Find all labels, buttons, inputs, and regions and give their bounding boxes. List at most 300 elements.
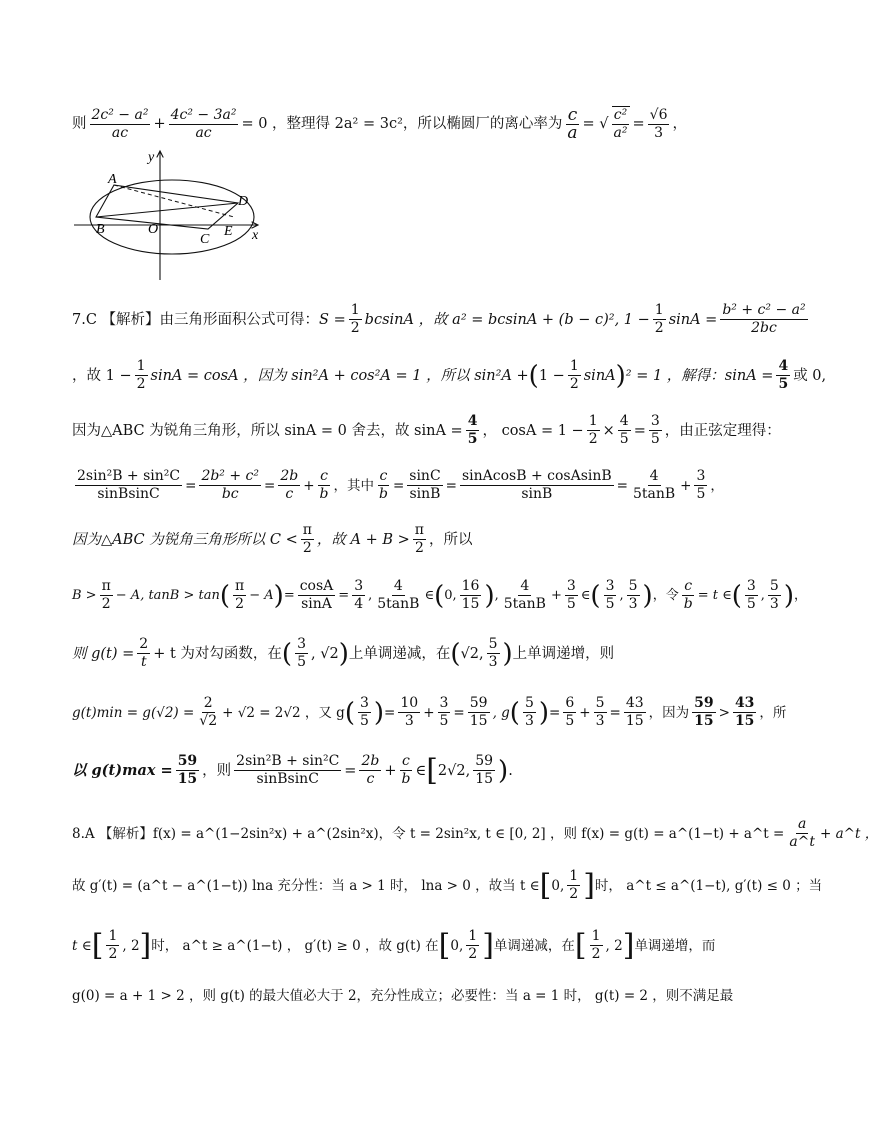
den: b — [401, 771, 411, 787]
line-BD — [96, 203, 238, 217]
fraction — [75, 468, 182, 503]
label-D: D — [238, 194, 249, 209]
line-11 — [72, 522, 740, 557]
text: > — [718, 704, 730, 721]
text: , 2 — [122, 937, 140, 954]
fraction — [590, 928, 603, 963]
fraction — [199, 468, 261, 503]
text: 2√2, — [437, 762, 471, 779]
fraction — [624, 695, 646, 730]
text: ² = 1 ，解得：sinA = — [625, 367, 774, 384]
paren: ) — [484, 580, 495, 611]
num: a — [797, 816, 807, 832]
num: 2b² + c² — [201, 468, 260, 484]
num: 2b — [280, 468, 299, 484]
den: 2 — [235, 596, 245, 612]
num: 5 — [524, 695, 534, 711]
den: ac — [195, 124, 212, 141]
den: 2 — [588, 431, 598, 447]
text: , 2 — [605, 937, 623, 954]
den: 2 — [654, 320, 664, 336]
text: S = — [319, 311, 346, 328]
fraction — [563, 695, 576, 730]
num: 2sin²B + sin²C — [236, 753, 340, 769]
text: 1 − — [538, 367, 565, 384]
text: = — [338, 587, 350, 603]
line-19 — [72, 985, 740, 1007]
text: 8.A 【解析】f(x) = a^(1−2sin²x) + a^(2sin²x)，令 t = 2sin²x, t ∈ [0, 2] ，则 f(x) = g(t) = a^(1−t) + a^t = — [72, 825, 785, 842]
den: a — [567, 122, 578, 143]
num: c² — [613, 107, 628, 123]
den: 15 — [734, 713, 755, 729]
paren: ) — [615, 360, 626, 391]
den: 4 — [354, 596, 364, 612]
num: 3 — [746, 578, 756, 594]
fraction — [358, 695, 371, 730]
text: 上单调递减，在 — [348, 645, 451, 662]
text: ，令 — [652, 587, 679, 603]
paren: ( — [450, 638, 461, 669]
paren: ( — [344, 697, 355, 728]
paren: ) — [538, 697, 550, 728]
ellipse-figure — [72, 145, 272, 285]
den: 5tanB — [377, 596, 420, 612]
fraction — [568, 358, 581, 393]
fraction — [100, 578, 113, 613]
den: 5 — [778, 376, 789, 392]
den: b — [683, 596, 693, 612]
den: b — [319, 486, 329, 502]
text: ，所 — [759, 704, 787, 721]
fraction — [502, 578, 548, 613]
den: sinB — [521, 486, 553, 502]
den: 15 — [694, 713, 714, 729]
num: c — [567, 104, 578, 125]
line-17 — [72, 867, 823, 903]
num: 1 — [591, 928, 601, 944]
text: ，所以 — [429, 531, 473, 548]
text: 或 0, — [793, 367, 827, 384]
text: = t ∈ — [697, 587, 732, 603]
den: sinA — [301, 596, 332, 612]
line-15 — [72, 753, 740, 788]
paren: ( — [219, 580, 231, 611]
fraction — [745, 578, 758, 613]
text: + — [680, 477, 692, 494]
text: ∈ — [580, 587, 591, 603]
den: 2 — [468, 946, 478, 962]
num: 5 — [628, 578, 638, 594]
dashed-line-AE — [114, 185, 234, 217]
den: sinB — [409, 486, 441, 502]
den: a² — [613, 125, 628, 141]
fraction — [776, 358, 790, 393]
fraction — [295, 636, 308, 671]
den: sinBsinC — [97, 486, 160, 502]
den: 3 — [404, 713, 414, 729]
num: c — [402, 753, 410, 769]
text: = — [384, 704, 396, 721]
text: 以 g(t)max = — [72, 761, 173, 779]
label-E: E — [224, 224, 233, 239]
fraction — [787, 816, 817, 851]
text: 时， a^t ≥ a^(1−t) ， g′(t) ≥ 0 ，故 g(t) 在 — [151, 937, 439, 954]
text: ，因为 — [648, 704, 690, 721]
text: , g — [492, 704, 510, 721]
num: 4 — [520, 578, 530, 594]
den: ac — [111, 124, 129, 141]
den: √2 — [199, 713, 218, 729]
text: = — [264, 477, 276, 494]
num: π — [101, 578, 111, 594]
num: 59 — [177, 753, 198, 769]
fraction — [301, 522, 314, 557]
fraction — [523, 695, 536, 730]
num: 5 — [769, 578, 779, 594]
bracket: ] — [482, 927, 494, 963]
text: 则 — [72, 116, 87, 132]
text: = — [549, 704, 561, 721]
text: − A, tanB > tan — [115, 587, 220, 603]
den: 2 — [108, 946, 118, 962]
text: + √2 = 2√2 ，又 g — [222, 704, 345, 721]
num: 1 — [108, 928, 118, 944]
num: c — [379, 468, 388, 484]
text: = — [344, 762, 357, 779]
text: 因为△ABC 为锐角三角形，所以 sinA = 0 舍去，故 sinA = — [72, 422, 463, 439]
num: 1 — [350, 302, 360, 318]
num: √6 — [649, 106, 668, 123]
num: sinC — [409, 468, 441, 484]
bracket: ] — [583, 867, 595, 903]
num: 2b — [361, 753, 380, 769]
num: 3 — [605, 578, 615, 594]
fraction — [587, 413, 600, 448]
num: 1 — [136, 358, 146, 374]
num: 4 — [619, 413, 629, 429]
fraction — [649, 413, 662, 448]
num: 4 — [778, 358, 789, 374]
den: 2 — [350, 320, 360, 336]
num: 2c² − a² — [91, 106, 149, 123]
fraction — [733, 695, 756, 730]
text: = — [609, 704, 621, 721]
bracket: [ — [91, 927, 104, 963]
den: 2 — [136, 376, 146, 392]
fraction — [233, 578, 246, 613]
text: 时， a^t ≤ a^(1−t), g′(t) ≤ 0 ；当 — [594, 877, 823, 894]
text: 0, — [450, 937, 464, 954]
den: 2bc — [751, 320, 777, 336]
paren: ) — [502, 638, 513, 669]
den: 15 — [469, 713, 488, 729]
fraction — [692, 695, 715, 730]
text: B > — [72, 587, 97, 603]
den: 5 — [359, 713, 369, 729]
text: 7.C 【解析】由三角形面积公式可得： — [72, 311, 320, 328]
fraction — [234, 753, 341, 788]
den: b — [378, 486, 388, 502]
text: , √2 — [311, 645, 339, 662]
num: 2 — [139, 636, 149, 652]
fraction — [487, 636, 500, 671]
den: 2 — [101, 596, 111, 612]
text: × — [602, 422, 615, 439]
fraction — [460, 468, 614, 503]
fraction — [349, 302, 362, 337]
bracket: [ — [426, 752, 438, 788]
fraction — [298, 578, 336, 613]
fraction — [565, 578, 578, 613]
text: √2, — [460, 645, 484, 662]
text: + t 为对勾函数，在 — [153, 645, 282, 662]
fraction — [375, 578, 421, 613]
fraction — [466, 413, 480, 448]
paren: ( — [528, 360, 539, 391]
text: bcsinA ，故 a² = bcsinA + (b − c)², 1 − — [364, 311, 650, 328]
text: sinA = — [668, 311, 718, 328]
text: ， — [794, 587, 808, 603]
text: 0, — [551, 877, 565, 894]
text: = — [633, 422, 646, 439]
den: a^t — [789, 834, 816, 850]
bracket: [ — [574, 927, 587, 963]
num: 4 — [393, 578, 403, 594]
fraction — [468, 695, 490, 730]
fraction — [197, 695, 219, 730]
text: sinA — [583, 367, 616, 384]
text: , — [368, 587, 373, 603]
label-A: A — [108, 172, 117, 187]
ellipse — [90, 180, 254, 254]
text: 则 g(t) = — [72, 645, 135, 662]
num: π — [414, 522, 424, 538]
text: + — [550, 587, 562, 603]
den: 15 — [625, 713, 644, 729]
text: = — [453, 704, 465, 721]
paren: ( — [590, 580, 601, 611]
fraction — [473, 753, 495, 788]
text: − A — [249, 587, 274, 603]
den: c — [285, 486, 294, 502]
text: sinA = cosA ，因为 sin²A + cos²A = 1 ，所以 sin²A + — [150, 367, 529, 384]
text: ， cosA = 1 − — [482, 422, 584, 439]
den: 15 — [177, 771, 198, 787]
num: 4 — [467, 413, 478, 429]
num: 5 — [595, 695, 605, 711]
fraction — [612, 106, 630, 142]
num: 16 — [461, 578, 480, 594]
fraction — [278, 468, 300, 503]
fraction — [318, 468, 331, 503]
paren: ( — [509, 697, 520, 728]
fraction — [407, 468, 442, 503]
text: = — [445, 477, 457, 494]
label-O: O — [148, 222, 159, 237]
paren: ( — [281, 638, 293, 669]
text: 单调递增，而 — [634, 937, 716, 954]
fraction — [352, 578, 365, 613]
text: ，由正弦定理得： — [664, 422, 781, 439]
label-B: B — [96, 222, 105, 237]
den: 2 — [302, 540, 312, 556]
text: = — [392, 477, 405, 494]
line-14 — [72, 695, 787, 730]
num: 1 — [569, 868, 579, 884]
fraction — [438, 695, 451, 730]
text: g(t)min = g(√2) = — [72, 704, 195, 721]
text: g(0) = a + 1 > 2 ，则 g(t) 的最大值必大于 2，充分性成立；必要性：当 a = 1 时， g(t) = 2 ，则不满足最 — [72, 988, 734, 1004]
num: 3 — [297, 636, 306, 652]
num: 1 — [569, 358, 579, 374]
fraction — [594, 695, 607, 730]
fraction — [604, 578, 617, 613]
text: . — [508, 762, 513, 779]
num: 43 — [625, 695, 644, 711]
label-y: y — [148, 150, 155, 165]
num: 3 — [439, 695, 449, 711]
den: 5 — [297, 654, 306, 670]
den: 3 — [488, 654, 498, 670]
text: 单调递减，在 — [493, 937, 575, 954]
num: 1 — [588, 413, 598, 429]
num: 4 — [649, 468, 659, 484]
paren: ) — [338, 638, 349, 669]
num: cosA — [299, 578, 334, 594]
fraction — [399, 753, 412, 788]
text: = — [632, 116, 645, 132]
fraction — [176, 753, 199, 788]
den: 3 — [524, 713, 534, 729]
text: t ∈ — [72, 937, 92, 954]
text: 因为△ABC 为锐角三角形所以 C < — [72, 531, 298, 548]
num: 43 — [734, 695, 755, 711]
num: 4c² − 3a² — [170, 106, 237, 123]
bracket: [ — [438, 927, 451, 963]
fraction — [567, 868, 580, 903]
text: = — [283, 587, 295, 603]
paren: ( — [434, 580, 445, 611]
line-10 — [72, 468, 740, 503]
den: sinBsinC — [256, 771, 319, 787]
fraction — [653, 302, 666, 337]
den: 5 — [565, 713, 575, 729]
bracket: [ — [539, 867, 552, 903]
fraction — [627, 578, 640, 613]
den: 5 — [650, 431, 660, 447]
den: 2 — [591, 946, 601, 962]
text: + a^t ， — [820, 825, 878, 842]
text: , — [619, 587, 624, 603]
fraction — [720, 302, 807, 337]
den: 3 — [595, 713, 605, 729]
num: c — [320, 468, 328, 484]
num: 10 — [400, 695, 419, 711]
label-x: x — [252, 228, 259, 243]
text: + — [579, 704, 591, 721]
num: sinAcosB + cosAsinB — [461, 468, 612, 484]
fraction — [460, 578, 482, 613]
num: b² + c² − a² — [722, 302, 806, 318]
text: + — [153, 116, 166, 132]
text: + — [303, 477, 315, 494]
num: 1 — [468, 928, 478, 944]
den: 2 — [569, 376, 579, 392]
den: 5 — [619, 431, 629, 447]
num: 3 — [359, 695, 369, 711]
line-eccentricity — [72, 106, 740, 142]
text: ，则 — [202, 762, 232, 779]
num: 2 — [203, 695, 213, 711]
fraction — [169, 107, 239, 142]
den: 3 — [628, 596, 638, 612]
fraction — [398, 695, 420, 730]
fraction — [359, 753, 381, 788]
num: 59 — [694, 695, 714, 711]
den: 5 — [439, 713, 449, 729]
den: 5tanB — [503, 596, 546, 612]
text: ， — [672, 116, 687, 132]
text: ∈ — [424, 587, 435, 603]
den: 3 — [769, 596, 779, 612]
text: 0, — [444, 587, 457, 603]
num: π — [302, 522, 312, 538]
paren: ) — [642, 580, 653, 611]
den: 5 — [696, 486, 706, 502]
paren: ) — [373, 697, 385, 728]
label-C: C — [200, 232, 210, 247]
den: 5 — [566, 596, 576, 612]
den: t — [140, 654, 147, 670]
line-9 — [72, 413, 781, 448]
fraction — [565, 104, 579, 143]
fraction — [682, 578, 695, 613]
fraction — [377, 468, 390, 503]
num: c — [684, 578, 693, 594]
line-13 — [72, 636, 740, 671]
den: 5 — [746, 596, 756, 612]
fraction — [694, 468, 707, 503]
den: 15 — [475, 771, 494, 787]
num: 6 — [565, 695, 575, 711]
line-8 — [72, 358, 827, 393]
num: 5 — [488, 636, 498, 652]
fraction — [618, 413, 631, 448]
num: 59 — [469, 695, 488, 711]
den: c — [366, 771, 375, 787]
den: 5 — [605, 596, 615, 612]
fraction — [631, 468, 677, 503]
den: 5 — [467, 431, 478, 447]
text: = √ — [582, 116, 609, 132]
paren: ) — [783, 580, 794, 611]
fraction — [90, 107, 151, 142]
num: 2sin²B + sin²C — [77, 468, 181, 484]
paren: ) — [498, 755, 509, 786]
num: 59 — [475, 753, 494, 769]
fraction — [137, 636, 150, 671]
den: 3 — [654, 124, 664, 141]
bracket: ] — [622, 927, 635, 963]
num: 3 — [566, 578, 576, 594]
den: 15 — [461, 596, 480, 612]
den: 2 — [569, 886, 579, 902]
fraction — [768, 578, 781, 613]
den: 5tanB — [632, 486, 676, 502]
text: = 0 ，整理得 2a² = 3c²，所以椭圆厂的离心率为 — [241, 116, 563, 132]
bracket: ] — [139, 927, 152, 963]
parallelogram — [96, 185, 238, 229]
